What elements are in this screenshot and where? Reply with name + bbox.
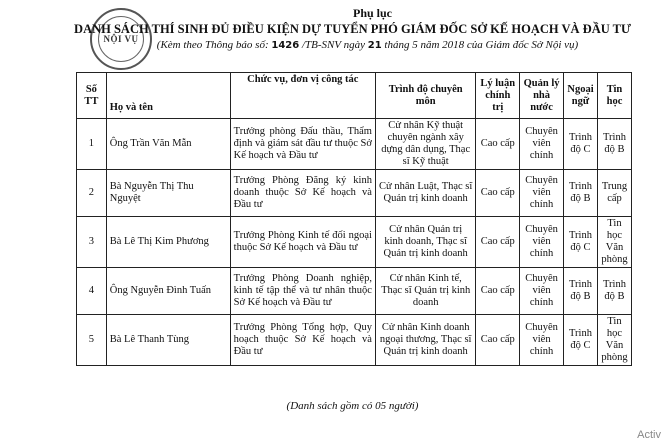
cell-it: Tin học Văn phòng [597, 315, 631, 366]
table-row [77, 119, 632, 170]
cell-state-management: Chuyên viên chính [520, 119, 564, 170]
cell-position: Trưởng Phòng Doanh nghiệp, kinh tế tập thể và tư nhân thuộc Sở Kế hoạch và Đầu tư [230, 268, 375, 315]
cell-state-management: Chuyên viên chính [520, 170, 564, 217]
header-degree: Trình độ chuyên môn [375, 73, 475, 119]
cell-degree: Cử nhân Kỹ thuật chuyên ngành xây dựng dân dụng, Thạc sĩ Kỹ thuật [375, 119, 475, 170]
notice-day: 21 [367, 40, 382, 51]
cell-degree: Cử nhân Kinh doanh ngoại thương, Thạc sĩ Quản trị kinh doanh [375, 315, 475, 366]
cell-language: Trình độ C [564, 217, 598, 268]
table-row [77, 217, 632, 268]
cell-name: Bà Lê Thị Kim Phương [106, 217, 230, 268]
cell-state-management: Chuyên viên chính [520, 315, 564, 366]
header-it: Tin học [597, 73, 631, 119]
cell-state-management: Chuyên viên chính [520, 217, 564, 268]
cell-name: Bà Nguyễn Thị Thu Nguyệt [106, 170, 230, 217]
cell-language: Trình độ B [564, 268, 598, 315]
list-count-note: (Danh sách gồm có 05 người) [286, 400, 419, 412]
cell-degree: Cử nhân Quản trị kinh doanh, Thạc sĩ Quản trị kinh doanh [375, 217, 475, 268]
cell-language: Trình độ B [564, 170, 598, 217]
activation-watermark: Activ [637, 429, 661, 441]
cell-name: Bà Lê Thanh Tùng [106, 315, 230, 366]
cell-stt: 4 [77, 268, 107, 315]
header-state-management: Quản lý nhà nước [520, 73, 564, 119]
document-title: DANH SÁCH THÍ SINH ĐỦ ĐIỀU KIỆN DỰ TUYỂN PHÓ GIÁM ĐỐC SỞ KẾ HOẠCH VÀ ĐẦU TƯ [74, 22, 631, 36]
cell-it: Trình độ B [597, 119, 631, 170]
cell-position: Trưởng Phòng Tổng hợp, Quy hoạch thuộc Sở Kế hoạch và Đầu tư [230, 315, 375, 366]
cell-politics: Cao cấp [476, 268, 520, 315]
cell-position: Trưởng phòng Đấu thầu, Thẩm định và giám sát đầu tư thuộc Sở Kế hoạch và Đầu tư [230, 119, 375, 170]
candidates-table [76, 72, 632, 366]
header-stt: Số TT [77, 73, 107, 119]
cell-politics: Cao cấp [476, 217, 520, 268]
document-subtitle [70, 39, 665, 51]
cell-position: Trưởng Phòng Kinh tế đối ngoại thuộc Sở Kế hoạch và Đầu tư [230, 217, 375, 268]
table-header-row [77, 73, 632, 119]
cell-degree: Cử nhân Luật, Thạc sĩ Quản trị kinh doanh [375, 170, 475, 217]
header-politics: Lý luận chính trị [476, 73, 520, 119]
cell-position: Trưởng Phòng Đăng ký kinh doanh thuộc Sở Kế hoạch và Đầu tư [230, 170, 375, 217]
cell-language: Trình độ C [564, 119, 598, 170]
table-row [77, 315, 632, 366]
cell-politics: Cao cấp [476, 119, 520, 170]
cell-name: Ông Nguyễn Đình Tuấn [106, 268, 230, 315]
subtitle-middle: /TB-SNV ngày [301, 39, 365, 51]
table-row [77, 268, 632, 315]
header-language: Ngoại ngữ [564, 73, 598, 119]
notice-number: 1426 [271, 40, 300, 51]
cell-stt: 5 [77, 315, 107, 366]
cell-it: Trung cấp [597, 170, 631, 217]
cell-it: Trình độ B [597, 268, 631, 315]
header-position: Chức vụ, đơn vị công tác [230, 73, 375, 119]
cell-it: Tin học Văn phòng [597, 217, 631, 268]
table-row [77, 170, 632, 217]
subtitle-suffix: tháng 5 năm 2018 của Giám đốc Sở Nội vụ) [384, 39, 579, 51]
cell-politics: Cao cấp [476, 170, 520, 217]
cell-degree: Cử nhân Kinh tế, Thạc sĩ Quản trị kinh doanh [375, 268, 475, 315]
cell-stt: 1 [77, 119, 107, 170]
stamp-text: NỘI VỤ [103, 34, 139, 44]
cell-state-management: Chuyên viên chính [520, 268, 564, 315]
document-header [0, 6, 665, 51]
cell-stt: 2 [77, 170, 107, 217]
subtitle-prefix: (Kèm theo Thông báo số: [156, 39, 269, 51]
cell-name: Ông Trần Văn Mẫn [106, 119, 230, 170]
cell-politics: Cao cấp [476, 315, 520, 366]
header-name: Họ và tên [106, 73, 230, 119]
cell-stt: 3 [77, 217, 107, 268]
cell-language: Trình độ C [564, 315, 598, 366]
appendix-label: Phụ lục [352, 6, 392, 20]
